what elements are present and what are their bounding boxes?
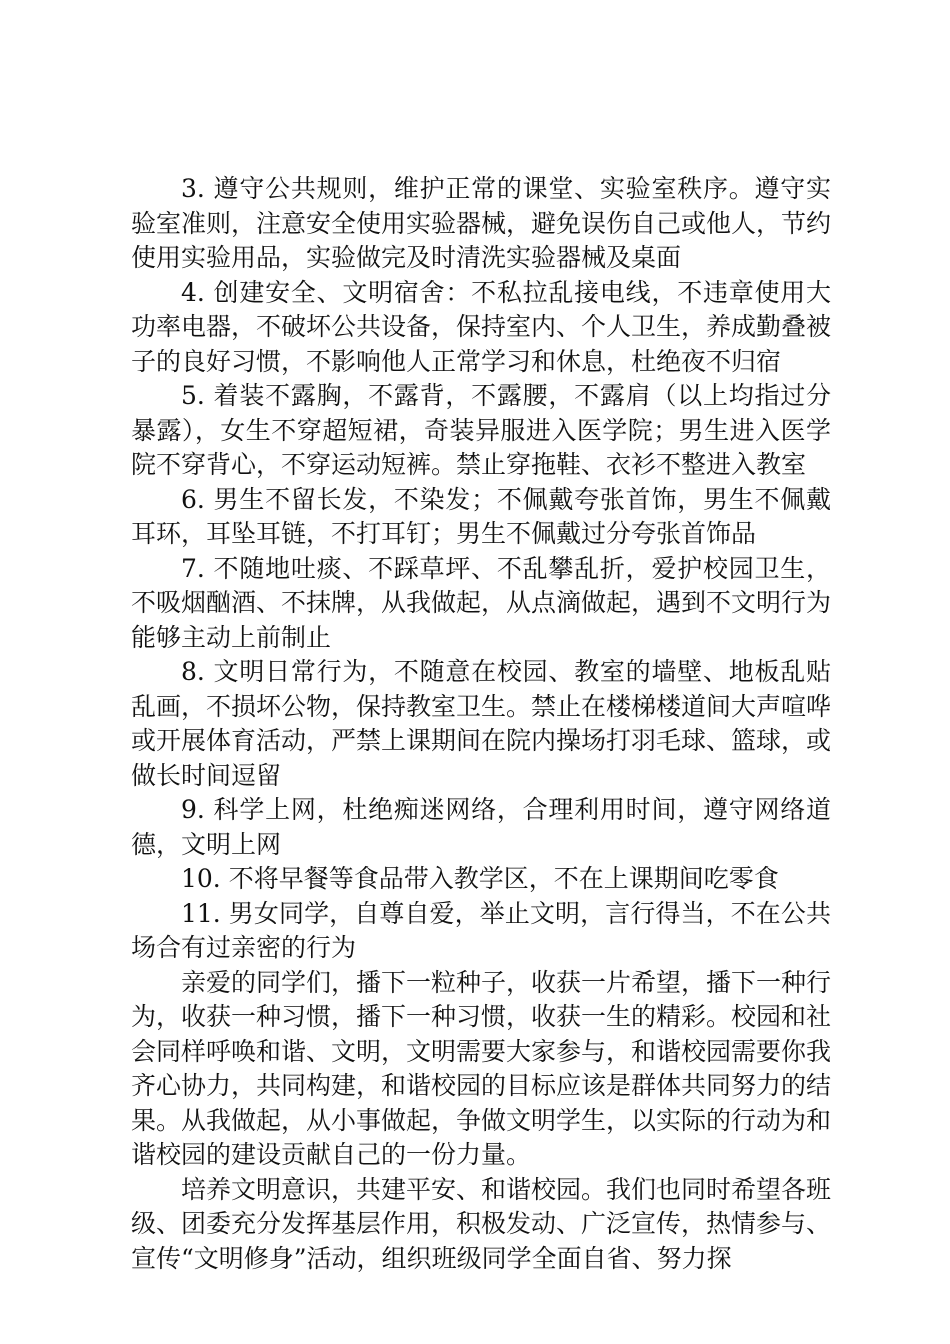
document-body [131,172,831,1276]
rule-10-paragraph: 10. 不将早餐等食品带入教学区，不在上课期间吃零食 [181,864,779,893]
rule-3-paragraph: 3. 遵守公共规则，维护正常的课堂、实验室秩序。遵守实验室准则，注意安全使用实验器械，避免误伤自己或他人，节约使用实验用品，实验做完及时清洗实验器械及桌面 [131,174,832,272]
appeal-paragraph: 亲爱的同学们，播下一粒种子，收获一片希望，播下一种行为，收获一种习惯，播下一种习惯，收获一生的精彩。校园和社会同样呼唤和谐、文明，文明需要大家参与，和谐校园需要你我齐心协力，共同构建，和谐校园的目标应该是群体共同努力的结果。从我做起，从小事做起，争做文明学生，以实际的行动为和谐校园的建设贡献自己的一份力量。 [131,967,832,1169]
rule-7-paragraph: 7. 不随地吐痰、不踩草坪、不乱攀乱折，爱护校园卫生，不吸烟酗酒、不抹牌，从我做起，从点滴做起，遇到不文明行为能够主动上前制止 [131,553,832,652]
rule-11-paragraph: 11. 男女同学，自尊自爱，举止文明，言行得当，不在公共场合有过亲密的行为 [131,898,831,962]
rule-8-paragraph: 8. 文明日常行为，不随意在校园、教室的墙壁、地板乱贴乱画，不损坏公物，保持教室卫生。禁止在楼梯楼道间大声喧哗或开展体育活动，严禁上课期间在院内操场打羽毛球、篮球，或做长时间逗留 [131,657,832,790]
closing-paragraph: 培养文明意识，共建平安、和谐校园。我们也同时希望各班级、团委充分发挥基层作用，积极发动、广泛宣传，热情参与、宣传“文明修身”活动，组织班级同学全面自省、努力探 [131,1174,832,1273]
rule-5-paragraph: 5. 着装不露胸，不露背，不露腰，不露肩（以上均指过分暴露），女生不穿超短裙，奇装异服进入医学院；男生进入医学院不穿背心，不穿运动短裤。禁止穿拖鞋、衣衫不整进入教室 [131,381,831,479]
rule-9-paragraph: 9. 科学上网，杜绝痴迷网络，合理利用时间，遵守网络道德，文明上网 [131,795,831,859]
rule-4-paragraph: 4. 创建安全、文明宿舍：不私拉乱接电线，不违章使用大功率电器，不破坏公共设备，保持室内、个人卫生，养成勤叠被子的良好习惯，不影响他人正常学习和休息，杜绝夜不归宿 [131,277,832,376]
rule-6-paragraph: 6. 男生不留长发，不染发；不佩戴夸张首饰，男生不佩戴耳环，耳坠耳链，不打耳钉；男生不佩戴过分夸张首饰品 [131,484,831,548]
